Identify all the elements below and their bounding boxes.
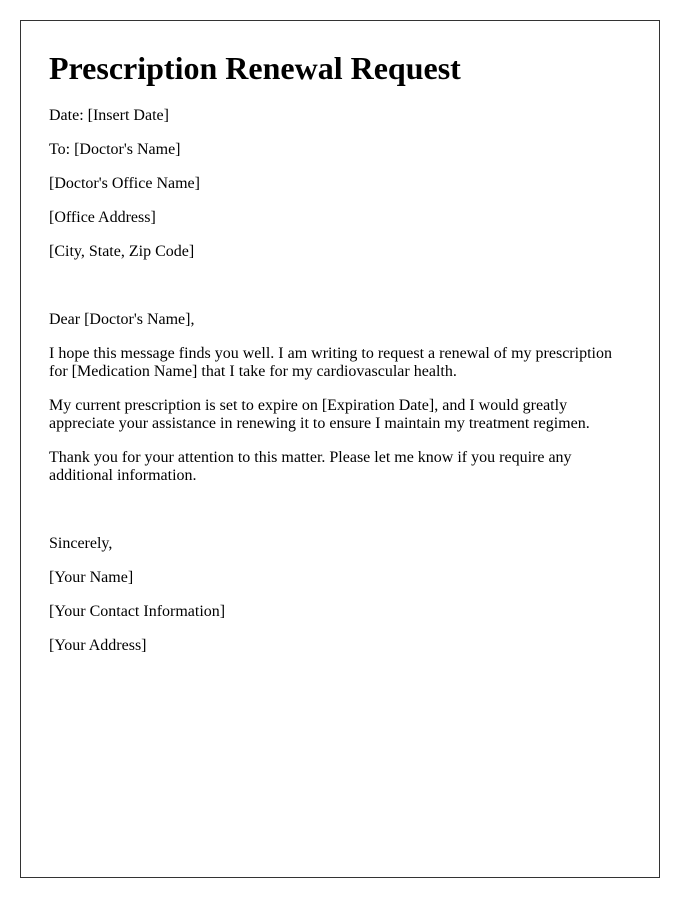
city-state-zip-line: [City, State, Zip Code] (49, 243, 195, 260)
body-paragraph-2: My current prescription is set to expire on [Expiration Date], and I would greatly appreciate your assistance in renewing it to ensure I maintain my treatment regimen. (49, 397, 590, 432)
office-address-line: [Office Address] (49, 209, 156, 226)
spacer (49, 501, 631, 535)
letter-title: Prescription Renewal Request (49, 50, 461, 86)
closing: Sincerely, (49, 535, 113, 552)
recipient-line: To: [Doctor's Name] (49, 141, 181, 158)
salutation: Dear [Doctor's Name], (49, 311, 195, 328)
letter-page (20, 20, 660, 878)
sender-address: [Your Address] (49, 637, 147, 654)
body-paragraph-1: I hope this message finds you well. I am writing to request a renewal of my prescription for [Medication Name] that I take for my cardiovascular health. (49, 345, 612, 380)
date-line: Date: [Insert Date] (49, 107, 169, 124)
sender-name: [Your Name] (49, 569, 134, 586)
office-name-line: [Doctor's Office Name] (49, 175, 200, 192)
spacer (49, 277, 631, 311)
body-paragraph-3: Thank you for your attention to this matter. Please let me know if you require any additional information. (49, 449, 572, 484)
sender-contact: [Your Contact Information] (49, 603, 226, 620)
